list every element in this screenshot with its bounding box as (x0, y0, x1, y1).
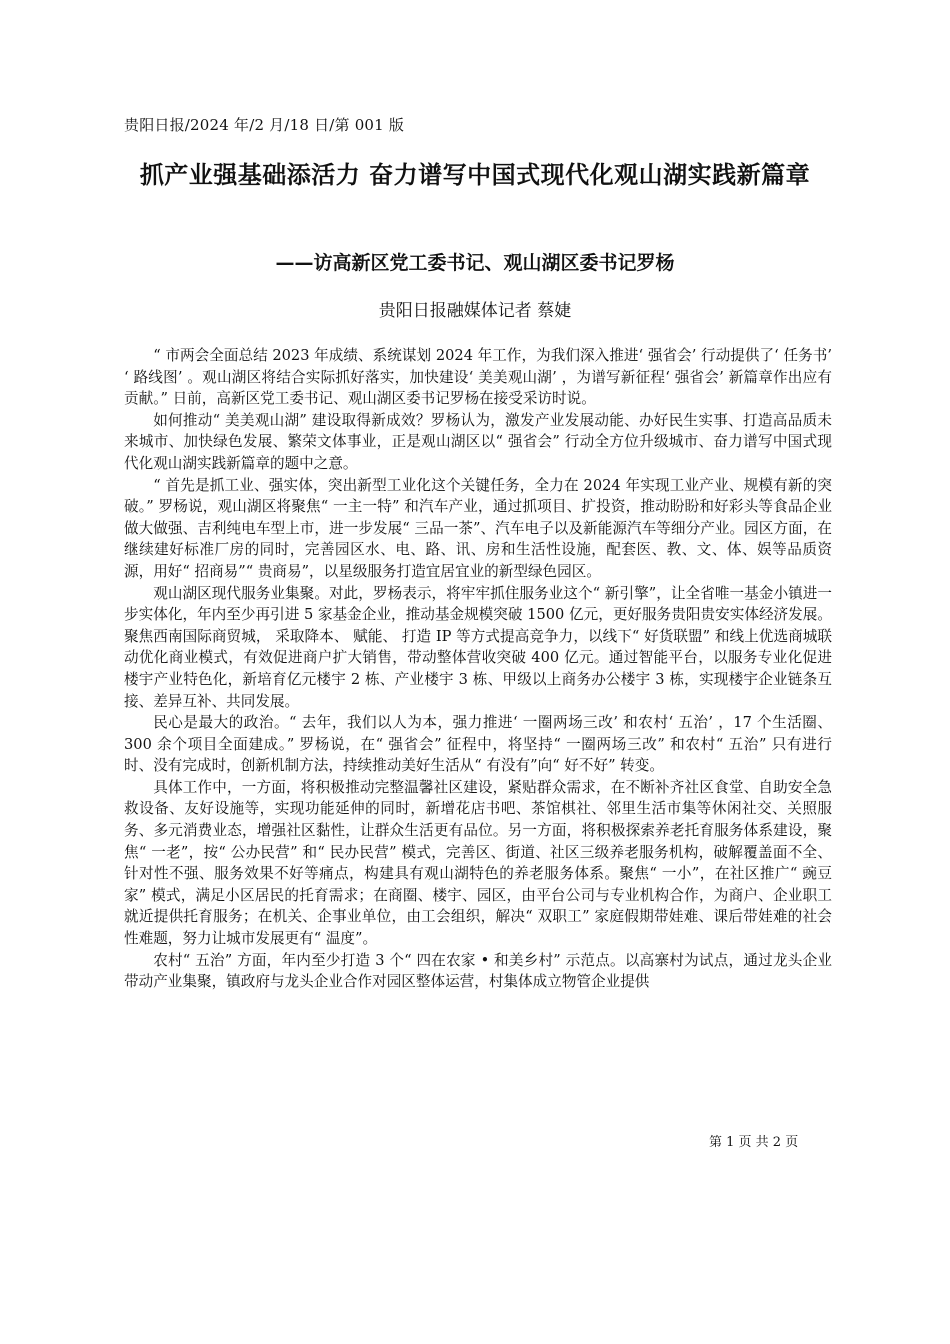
paragraph: 如何推动“ 美美观山湖” 建设取得新成效？罗杨认为，激发产业发展动能、办好民生实事、打造高品质未来城市、加快绿色发展、繁荣文体事业，正是观山湖区以“ 强省会” 行动全方位升级城市、奋力谱写中国式现代化观山湖实践新篇章的题中之意。 (124, 411, 832, 472)
article-body (124, 345, 832, 993)
paragraph: “ 市两会全面总结 2023 年成绩、系统谋划 2024 年工作，为我们深入推进‘ 强省会’ 行动提供了‘ 任务书’ ‘ 路线图’ 。观山湖区将结合实际抓好落实，加快建设‘ 美美观山湖’ ，为谱写新征程‘ 强省会’ 新篇章作出应有贡献。” 日前，高新区党工委书记、观山湖区委书记罗杨在接受采访时说。 (124, 347, 832, 408)
source-line: 贵阳日报/2024 年/2 月/18 日/第 001 版 (124, 116, 405, 134)
article-subtitle: ——访高新区党工委书记、观山湖区委书记罗杨 (275, 252, 675, 274)
page-number: 第 1 页 共 2 页 (709, 1135, 799, 1150)
paragraph: 农村“ 五治” 方面，年内至少打造 3 个“ 四在农家 • 和美乡村” 示范点。以高寨村为试点，通过龙头企业带动产业集聚，镇政府与龙头企业合作对园区整体运营，村集体成立物管企业提供 (124, 951, 832, 991)
byline: 贵阳日报融媒体记者 蔡婕 (378, 301, 572, 321)
article-title: 抓产业强基础添活力 奋力谱写中国式现代化观山湖实践新篇章 (139, 161, 811, 189)
paragraph: “ 首先是抓工业、强实体，突出新型工业化这个关键任务，全力在 2024 年实现工业产业、规模有新的突破。” 罗杨说，观山湖区将聚焦“ 一主一特” 和汽车产业，通过抓项目、扩投资，推动盼盼和好彩头等食品企业做大做强、吉利纯电车型上市，进一步发展“ 三品一茶”、汽车电子以及新能源汽车等细分产业。园区方面，在继续建好标准厂房的同时，完善园区水、电、路、讯、房和生活性设施，配套医、教、文、体、娱等品质资源，用好“ 招商易”“ 贵商易”，以星级服务打造宜居宜业的新型绿色园区。 (124, 476, 832, 580)
paragraph: 具体工作中，一方面，将积极推动完整温馨社区建设，紧贴群众需求，在不断补齐社区食堂、自助安全急救设备、友好设施等，实现功能延伸的同时，新增花店书吧、茶馆棋社、邻里生活市集等休闲社交、关照服务、多元消费业态，增强社区黏性，让群众生活更有品位。另一方面，将积极探索养老托育服务体系建设，聚焦“ 一老”，按“ 公办民营” 和“ 民办民营” 模式，完善区、街道、社区三级养老服务机构，破解覆盖面不全、针对性不强、服务效果不好等痛点，构建具有观山湖特色的养老服务体系。聚焦“ 一小”，在社区推广“ 豌豆家” 模式，满足小区居民的托育需求；在商圈、楼宇、园区，由平台公司与专业机构合作，为商户、企业职工就近提供托育服务；在机关、企事业单位，由工会组织，解决“ 双职工” 家庭假期带娃难、课后带娃难的社会性难题，努力让城市发展更有“ 温度”。 (124, 778, 832, 948)
paragraph: 民心是最大的政治。“ 去年，我们以人为本，强力推进‘ 一圈两场三改’ 和农村‘ 五治’ ，17 个生活圈、300 余个项目全面建成。” 罗杨说，在“ 强省会” 征程中，将坚持“ 一圈两场三改” 和农村“ 五治” 只有进行时、没有完成时，创新机制方法，持续推动美好生活从“ 有没有”向“ 好不好” 转变。 (124, 714, 832, 775)
paragraph: 观山湖区现代服务业集聚。对此，罗杨表示，将牢牢抓住服务业这个“ 新引擎”，让全省唯一基金小镇进一步实体化，年内至少再引进 5 家基金企业，推动基金规模突破 1500 亿元，更好服务贵阳贵安实体经济发展。 聚焦西南国际商贸城， 采取降本、 赋能、 打造 IP 等方式提高竞争力，以线下“ 好货联盟” 和线上优选商城联动优化商业模式，有效促进商户扩大销售，带动整体营收突破 400 亿元。通过智能平台，以服务专业化促进楼宇产业特色化，新培育亿元楼宇 2 栋、产业楼宇 3 栋、甲级以上商务办公楼宇 3 栋，实现楼宇企业链条互接、差异互补、共同发展。 (124, 584, 832, 710)
